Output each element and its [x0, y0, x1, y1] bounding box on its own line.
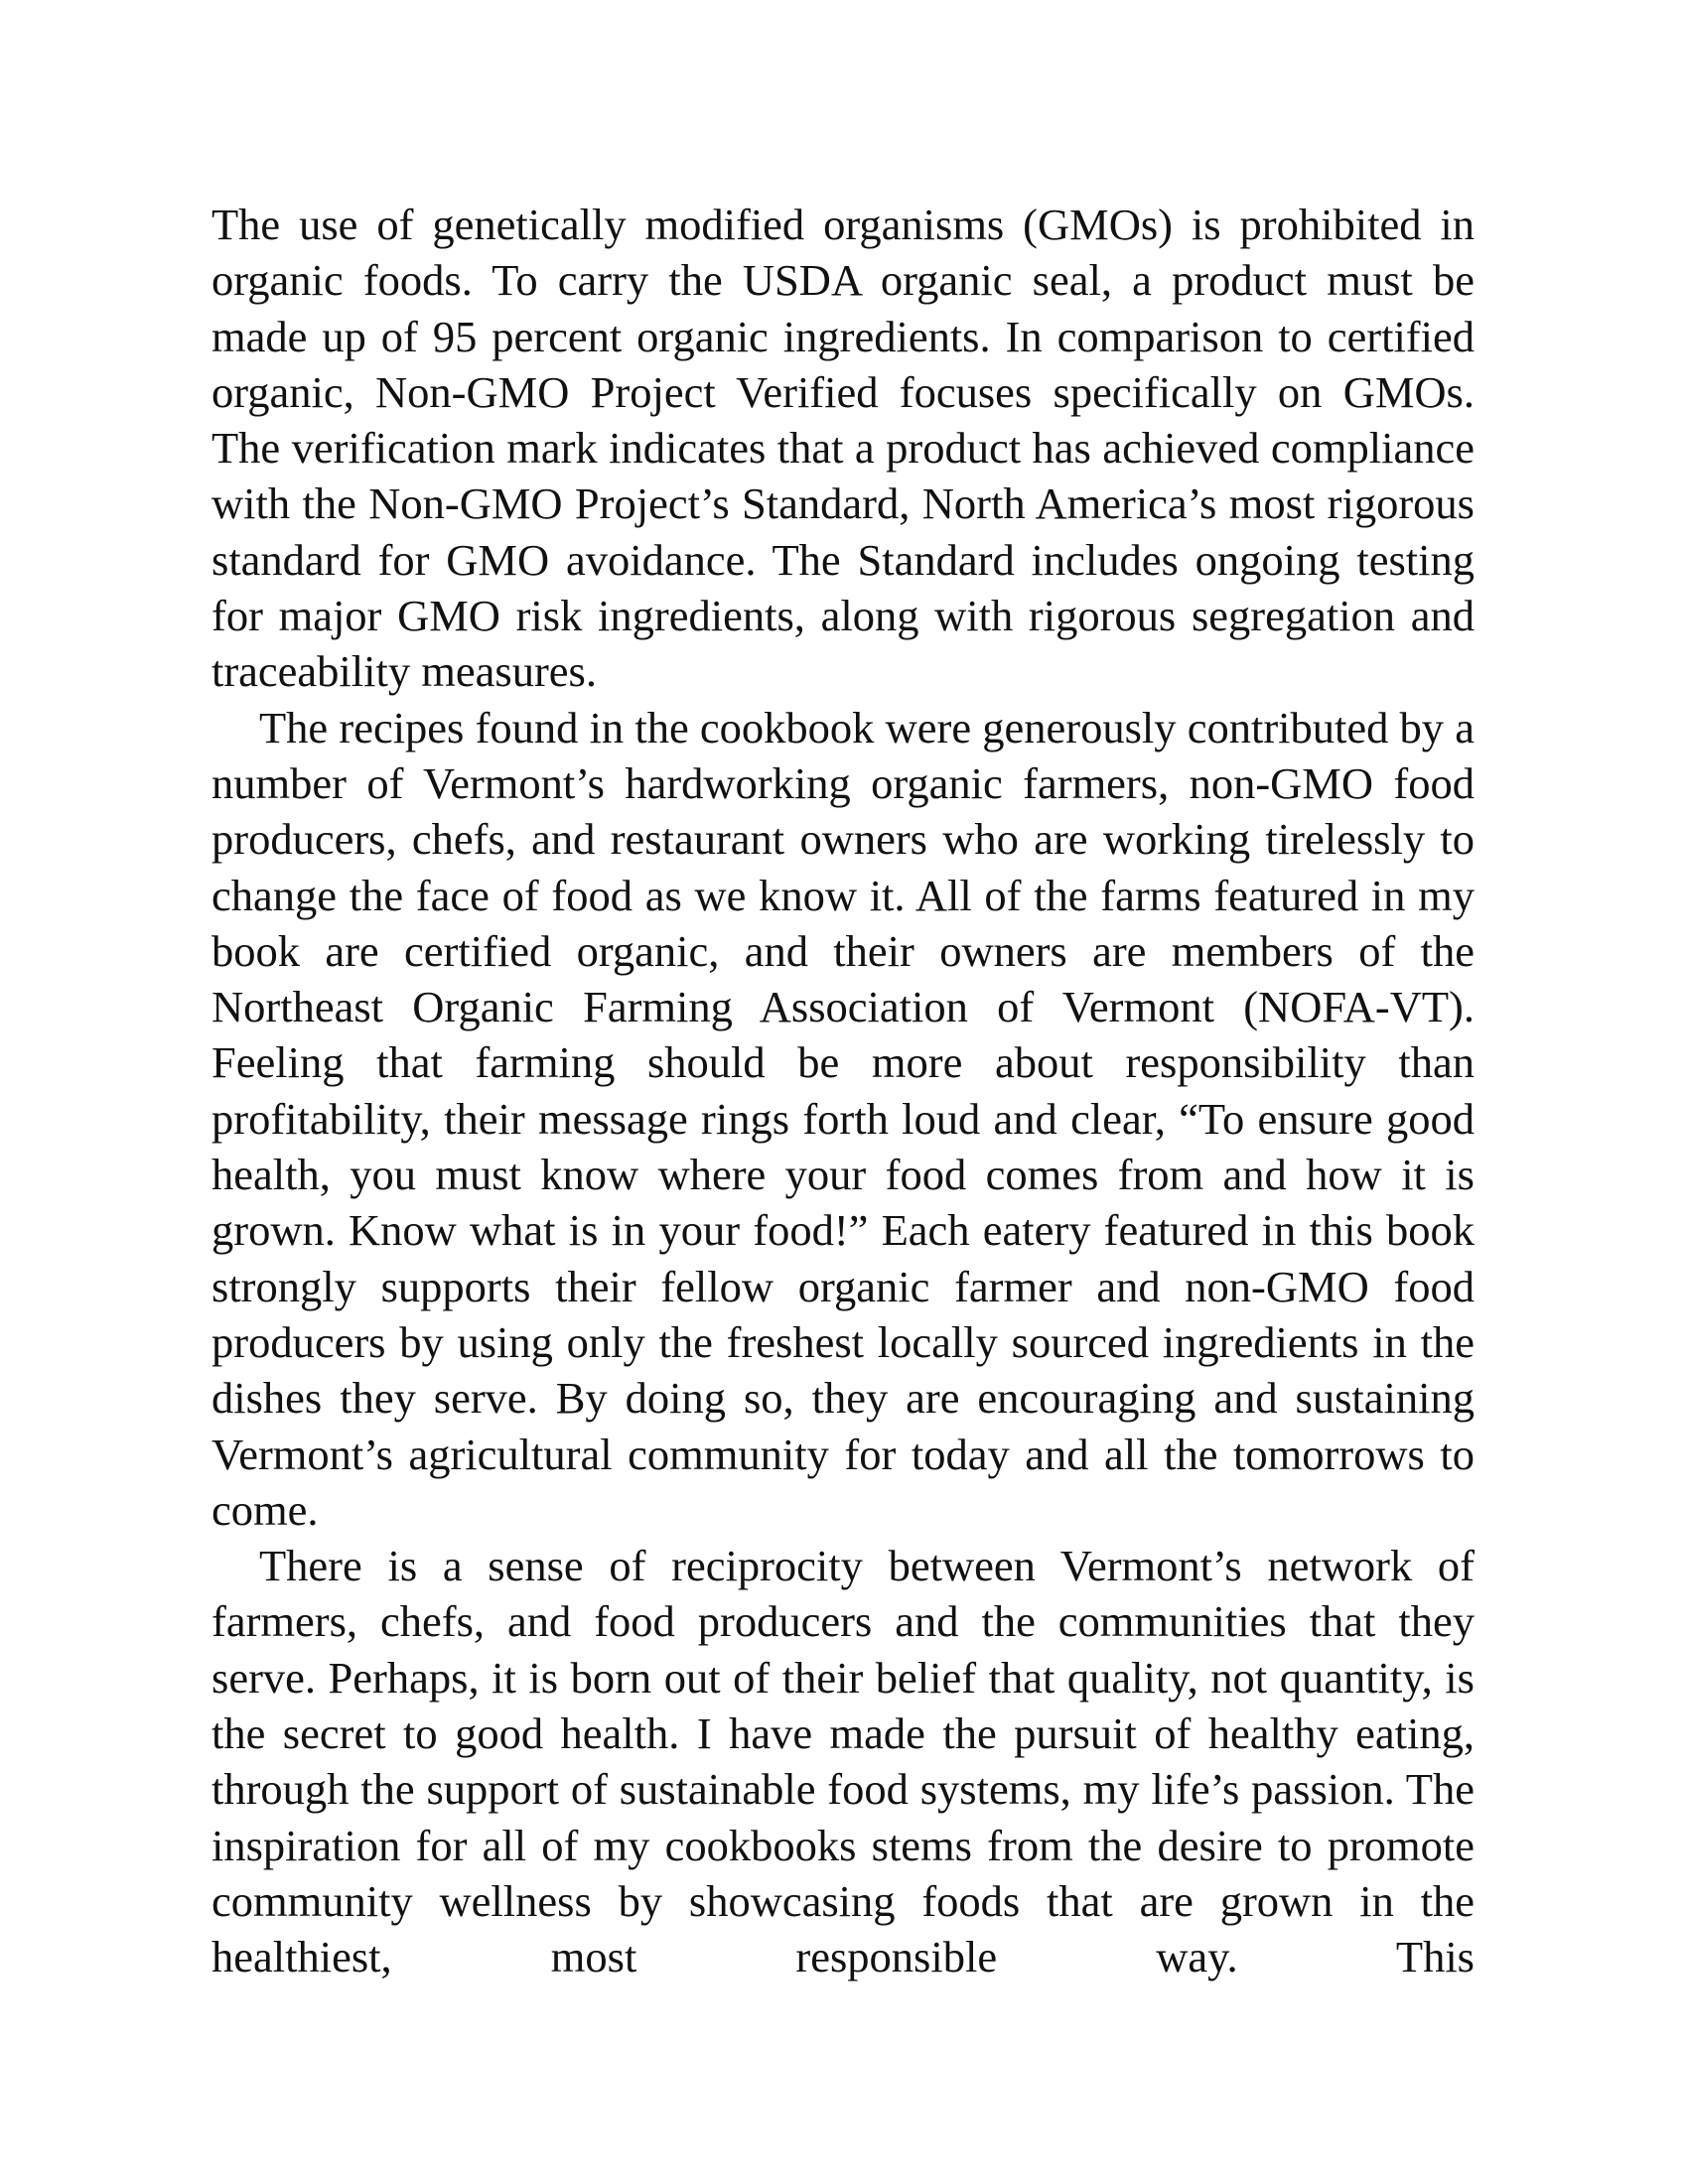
page-body	[211, 197, 1475, 1985]
paragraph-reciprocity: There is a sense of reciprocity between Vermont’s network of farmers, chefs, and food producers and the communities that they serve. Perhaps, it is born out of their belief that quality, not quantity, is the secret to good health. I have made the pursuit of healthy eating, through the support of sustainable food systems, my life’s passion. The inspiration for all of my cookbooks stems from the desire to promote community wellness by showcasing foods that are grown in the healthiest, most responsible way. This	[211, 1541, 1475, 1982]
paragraph-recipe-contributors: The recipes found in the cookbook were generously contributed by a number of Vermont’s hardworking organic farmers, non-GMO food producers, chefs, and restaurant owners who are working tirelessly to change the face of food as we know it. All of the farms featured in my book are certified organic, and their owners are members of the Northeast Organic Farming Association of Vermont (NOFA-VT). Feeling that farming should be more about responsibility than profitability, their message rings forth loud and clear, “To ensure good health, you must know where your food comes from and how it is grown. Know what is in your food!” Each eatery featured in this book strongly supports their fellow organic farmer and non-GMO food producers by using only the freshest locally sourced ingredients in the dishes they serve. By doing so, they are encouraging and sustaining Vermont’s agricultural community for today and all the tomorrows to come.	[211, 702, 1475, 1535]
paragraph-gmo-standards: The use of genetically modified organisms (GMOs) is prohibited in organic foods. To carry the USDA organic seal, a product must be made up of 95 percent organic ingredients. In comparison to certified organic, Non-GMO Project Verified focuses specifically on GMOs. The verification mark indicates that a product has achieved compliance with the Non-GMO Project’s Standard, North America’s most rigorous standard for GMO avoidance. The Standard includes ongoing testing for major GMO risk ingredients, along with rigorous segregation and traceability measures.	[211, 200, 1475, 697]
